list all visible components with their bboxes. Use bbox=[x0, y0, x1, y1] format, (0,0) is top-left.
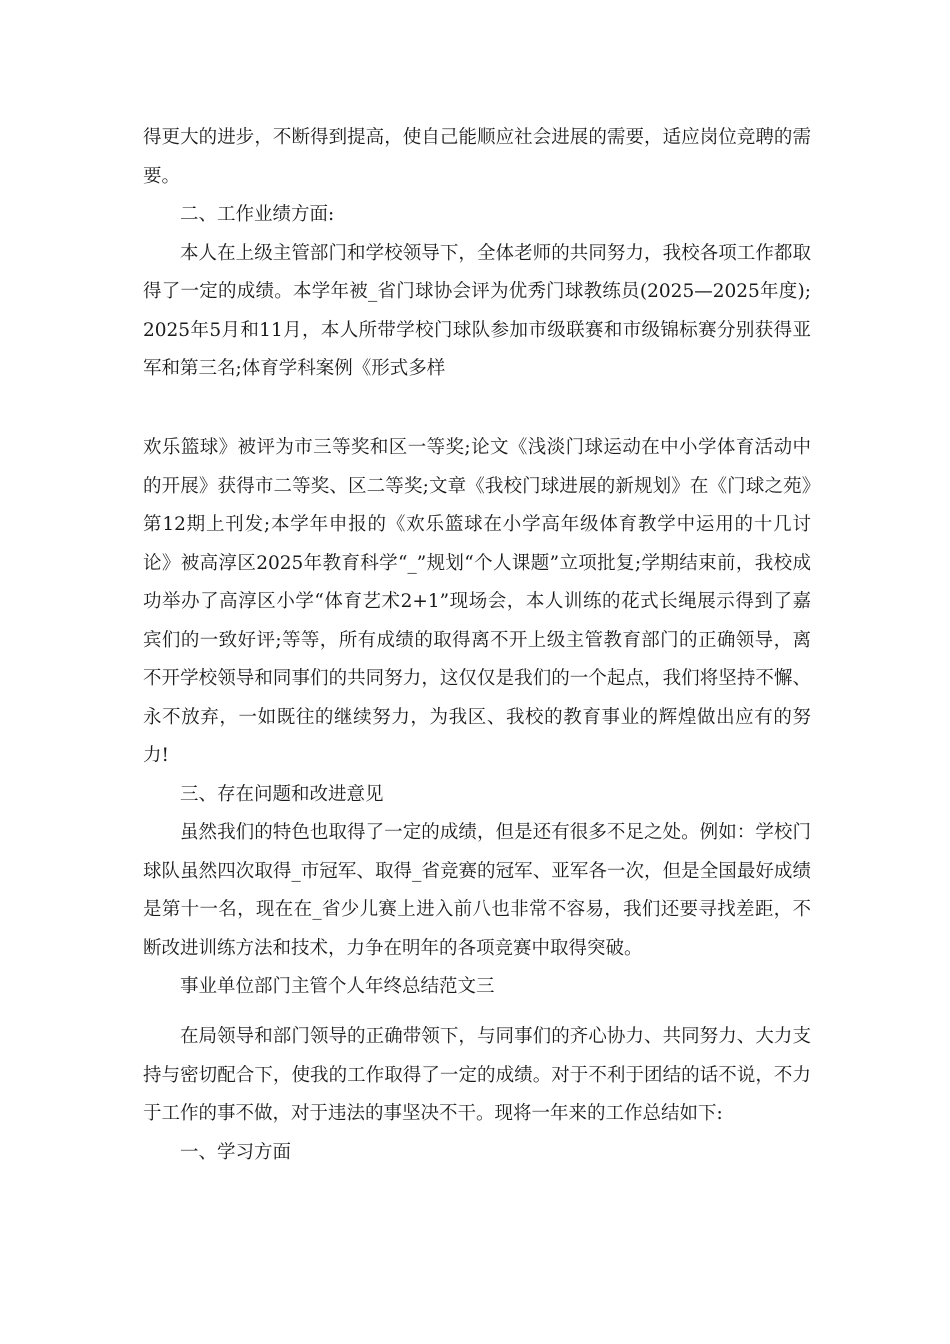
heading-study: 一、学习方面 bbox=[180, 1141, 292, 1163]
paragraph-continuation: 得更大的进步，不断得到提高，使自己能顺应社会进展的需要，适应岗位竞聘的需要。 bbox=[143, 127, 811, 187]
paragraph-problems: 虽然我们的特色也取得了一定的成绩，但是还有很多不足之处。例如：学校门球队虽然四次取得_市冠军、取得_省竞赛的冠军、亚军各一次，但是全国最好成绩是第十一名，现在在_省少儿赛上进入前八也非常不容易，我们还要寻找差距，不断改进训练方法和技术，力争在明年的各项竞赛中取得突破。 bbox=[143, 822, 811, 959]
text-block-top bbox=[143, 119, 811, 389]
paragraph-achievements-continued: 欢乐篮球》被评为市三等奖和区一等奖;论文《浅淡门球运动在中小学体育活动中的开展》获得市二等奖、区二等奖;文章《我校门球进展的新规划》在《门球之苑》第12期上刊发;本学年申报的《欢乐篮球在小学高年级体育教学中运用的十几讨论》被高淳区2025年教育科学“_”规划“个人课题”立项批复;学期结束前，我校成功举办了高淳区小学“体育艺术2+1”现场会，本人训练的花式长绳展示得到了嘉宾们的一致好评;等等，所有成绩的取得离不开上级主管教育部门的正确领导，离不开学校领导和同事们的共同努力，这仅仅是我们的一个起点，我们将坚持不懈、永不放弃，一如既往的继续努力，为我区、我校的教育事业的辉煌做出应有的努力! bbox=[143, 437, 811, 766]
paragraph-achievements: 本人在上级主管部门和学校领导下，全体老师的共同努力，我校各项工作都取得了一定的成绩。本学年被_省门球协会评为优秀门球教练员(2025—2025年度);2025年5月和11月，本人所带学校门球队参加市级联赛和市级锦标赛分别获得亚军和第三名;体育学科案例《形式多样 bbox=[143, 242, 811, 379]
heading-work-achievements: 二、工作业绩方面: bbox=[180, 204, 335, 225]
heading-problems-improvements: 三、存在问题和改进意见 bbox=[180, 783, 384, 805]
paragraph-intro: 在局领导和部门领导的正确带领下，与同事们的齐心协力、共同努力、大力支持与密切配合下，使我的工作取得了一定的成绩。对于不利于团结的话不说，不力于工作的事不做，对于违法的事坚决不干。现将一年来的工作总结如下: bbox=[143, 1026, 811, 1124]
text-block-middle bbox=[143, 429, 811, 1007]
heading-sample-three: 事业单位部门主管个人年终总结范文三 bbox=[180, 976, 495, 997]
text-block-bottom bbox=[143, 1018, 811, 1172]
